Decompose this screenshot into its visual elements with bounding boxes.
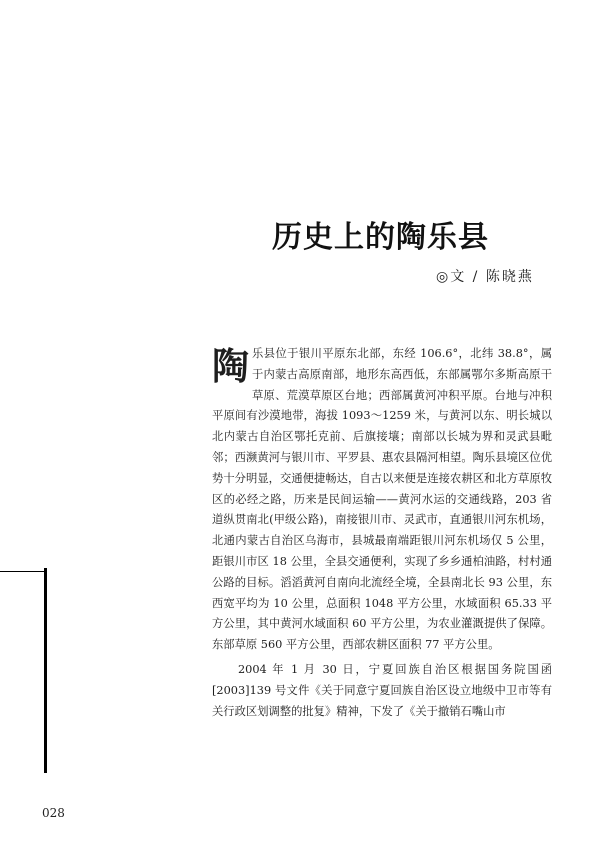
author-byline: ◎文 / 陈晓燕 xyxy=(436,269,534,285)
paragraph-2: 2004 年 1 月 30 日，宁夏回族自治区根据国务院国函[2003]139 号文件《关于同意宁夏回族自治区设立地级中卫市等有关行政区划调整的批复》精神，下发了《关于撤销石嘴山市 xyxy=(212,662,552,718)
margin-vertical-rule xyxy=(44,568,47,773)
paragraph-1: 陶乐县位于银川平原东北部，东经 106.6°，北纬 38.8°，属于内蒙古高原南部，地形东高西低，东部属鄂尔多斯高原干草原、荒漠草原区台地；西部属黄河冲积平原。台地与冲积平原间有沙漠地带，海拔 1093～1259 米，与黄河以东、明长城以北内蒙古自治区鄂托克前、后旗接壤；南部以长城为界和灵武县毗邻；西濒黄河与银川市、平罗县、惠农县隔河相望。陶乐县境区位优势十分明显，交通便捷畅达，自古以来便是连接农耕区和北方草原牧区的必经之路，历来是民间运输——黄河水运的交通线路，203 省道纵贯南北(甲级公路)，南接银川市、灵武市，直通银川河东机场，北通内蒙古自治区乌海市，县城最南端距银川河东机场仅 5 公里，距银川市区 18 公里，全县交通便利，实现了乡乡通柏油路，村村通公路的目标。滔滔黄河自南向北流经全境，全县南北长 93 公里，东西宽平均为 10 公里，总面积 1048 平方公里，水域面积 65.33 平方公里，其中黄河水域面积 60 平方公里，为农业灌溉提供了保障。东部草原 560 平方公里，西部农耕区面积 77 平方公里。 xyxy=(212,344,552,652)
page-number: 028 xyxy=(42,806,65,820)
margin-horizontal-rule xyxy=(0,571,44,572)
article-body xyxy=(212,344,552,722)
article-title: 历史上的陶乐县 xyxy=(272,220,489,255)
